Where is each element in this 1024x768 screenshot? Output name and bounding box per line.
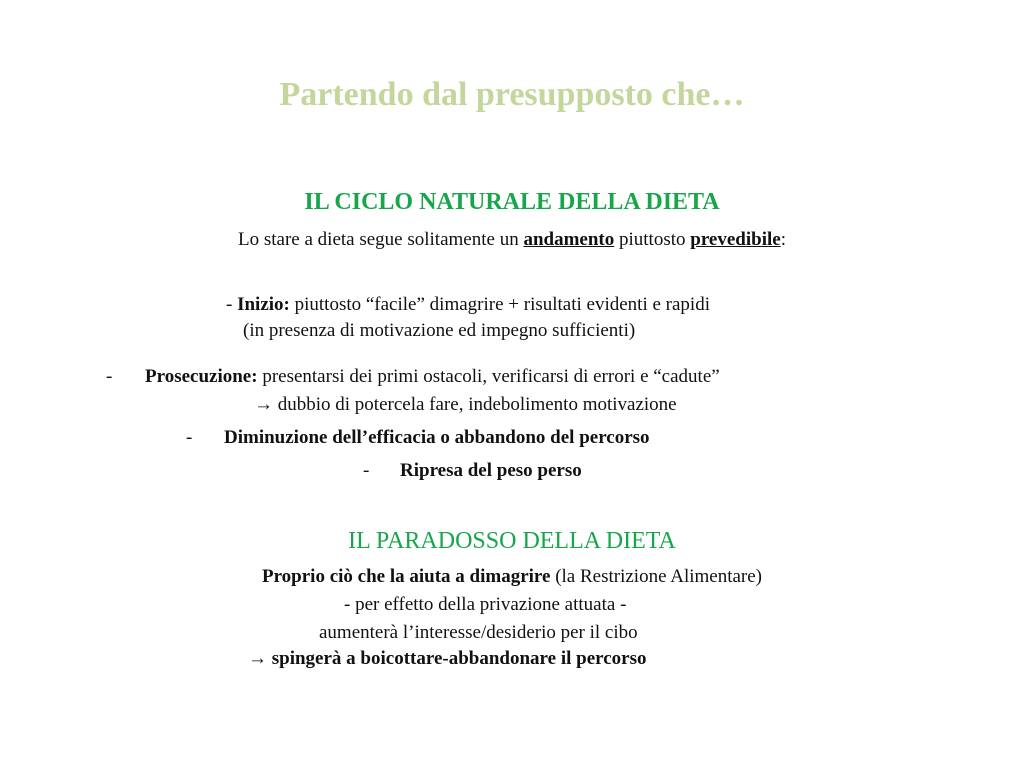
list-item-label: Inizio:	[237, 294, 290, 315]
paradox-line-1-bold: Proprio ciò che la aiuta a dimagrire	[261, 566, 551, 587]
paradox-line-1	[0, 566, 1024, 588]
paradox-line-3: aumenterà l’interesse/desiderio per il cibo	[319, 622, 638, 643]
list-item-prosecuzione	[145, 366, 720, 388]
list-item-ripresa-dash: -	[363, 460, 370, 481]
intro-text-pre: Lo stare a dieta segue solitamente un	[238, 229, 524, 250]
list-item-label: Prosecuzione:	[145, 366, 258, 387]
intro-text-mid: piuttosto	[614, 229, 691, 250]
intro-text-post: :	[780, 229, 786, 250]
list-item-prosecuzione-note: → dubbio di potercela fare, indebolimento motivazione	[254, 394, 677, 415]
list-item-inizio	[226, 294, 710, 316]
intro-emphasis-andamento: andamento	[523, 229, 615, 250]
paradox-line-1-rest: (la Restrizione Alimentare)	[550, 566, 763, 587]
intro-emphasis-prevedibile: prevedibile	[690, 229, 781, 250]
list-item-diminuzione: Diminuzione dell’efficacia o abbandono del percorso	[224, 427, 650, 448]
list-item-dash: -	[226, 294, 238, 315]
section2-heading: IL PARADOSSO DELLA DIETA	[348, 528, 676, 554]
list-item-inizio-note: (in presenza di motivazione ed impegno sufficienti)	[243, 320, 636, 341]
paradox-line-2: - per effetto della privazione attuata -	[344, 594, 627, 615]
paradox-line-4-bold: spingerà a boicottare-abbandonare il percorso	[271, 648, 647, 669]
arrow-icon: →	[248, 648, 272, 669]
list-item-text: piuttosto “facile” dimagrire + risultati evidenti e rapidi	[289, 294, 710, 315]
section1-intro	[0, 229, 1024, 251]
slide-title: Partendo dal presupposto che…	[279, 76, 745, 113]
section1-heading: IL CICLO NATURALE DELLA DIETA	[304, 189, 720, 215]
list-item-prosecuzione-dash: -	[106, 366, 113, 387]
list-item-text: presentarsi dei primi ostacoli, verificarsi di errori e “cadute”	[257, 366, 720, 387]
paradox-line-4	[248, 648, 646, 670]
list-item-ripresa: Ripresa del peso perso	[400, 460, 582, 481]
list-item-diminuzione-dash: -	[186, 427, 193, 448]
